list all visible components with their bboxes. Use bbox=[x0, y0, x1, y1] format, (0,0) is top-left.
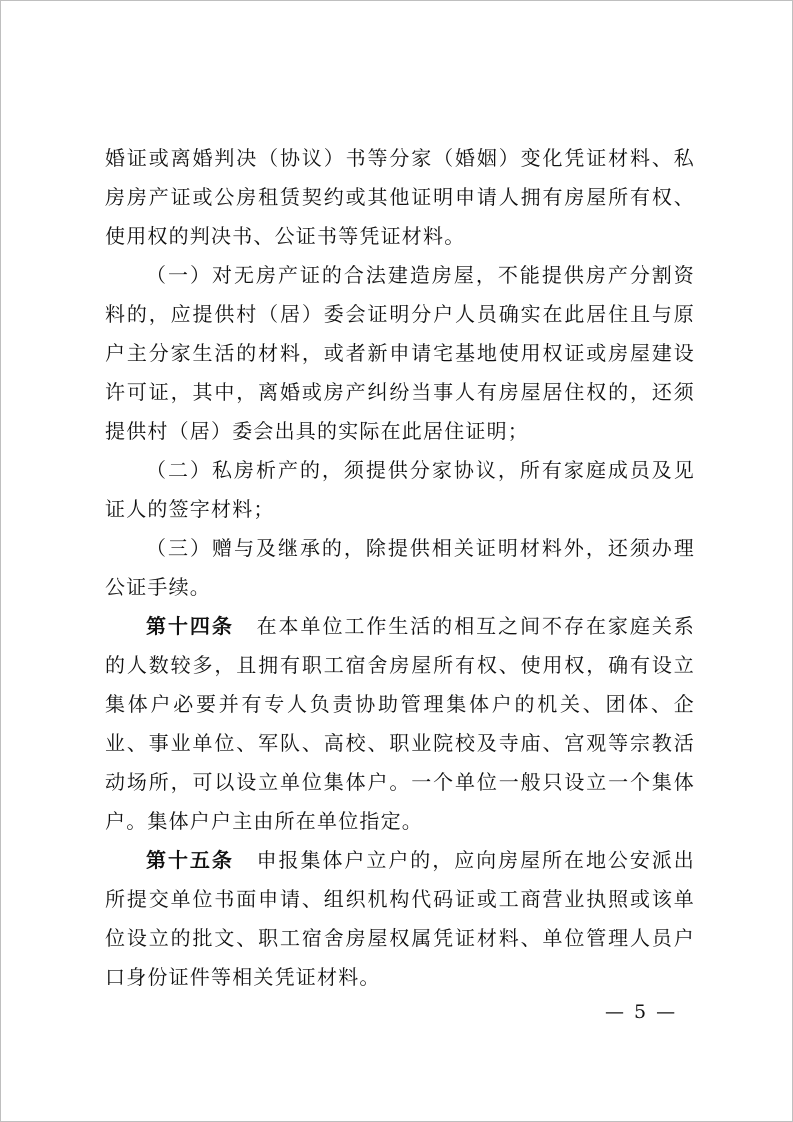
body-text bbox=[105, 139, 695, 997]
paragraph-text: 婚证或离婚判决（协议）书等分家（婚姻）变化凭证材料、私房房产证或公房租赁契约或其他证明申请人拥有房屋所有权、使用权的判决书、公证书等凭证材料。 bbox=[105, 146, 695, 248]
paragraph-item-1 bbox=[105, 256, 695, 451]
article-14-text: 在本单位工作生活的相互之间不存在家庭关系的人数较多，且拥有职工宿舍房屋所有权、使用权，确有设立集体户必要并有专人负责协助管理集体户的机关、团体、企业、事业单位、军队、高校、职业院校及寺庙、宫观等宗教活动场所，可以设立单位集体户。一个单位一般只设立一个集体户。集体户户主由所在单位指定。 bbox=[105, 614, 695, 833]
article-14 bbox=[105, 607, 695, 841]
article-15-heading: 第十五条 bbox=[146, 848, 234, 872]
article-15-text: 申报集体户立户的，应向房屋所在地公安派出所提交单位书面申请、组织机构代码证或工商营业执照或该单位设立的批文、职工宿舍房屋权属凭证材料、单位管理人员户口身份证件等相关凭证材料。 bbox=[105, 848, 695, 989]
paragraph-text: （一）对无房产证的合法建造房屋，不能提供房产分割资料的，应提供村（居）委会证明分户人员确实在此居住且与原户主分家生活的材料，或者新申请宅基地使用权证或房屋建设许可证，其中，离婚或房产纠纷当事人有房屋居住权的，还须提供村（居）委会出具的实际在此居住证明； bbox=[105, 263, 695, 443]
paragraph-text: （三）赠与及继承的，除提供相关证明材料外，还须办理公证手续。 bbox=[105, 536, 695, 599]
page-number: — 5 — bbox=[605, 1001, 678, 1023]
paragraph-text: （二）私房析产的，须提供分家协议，所有家庭成员及见证人的签字材料； bbox=[105, 458, 695, 521]
paragraph-item-3 bbox=[105, 529, 695, 607]
article-15 bbox=[105, 841, 695, 997]
paragraph-continuation bbox=[105, 139, 695, 256]
paragraph-item-2 bbox=[105, 451, 695, 529]
article-14-heading: 第十四条 bbox=[146, 614, 234, 638]
